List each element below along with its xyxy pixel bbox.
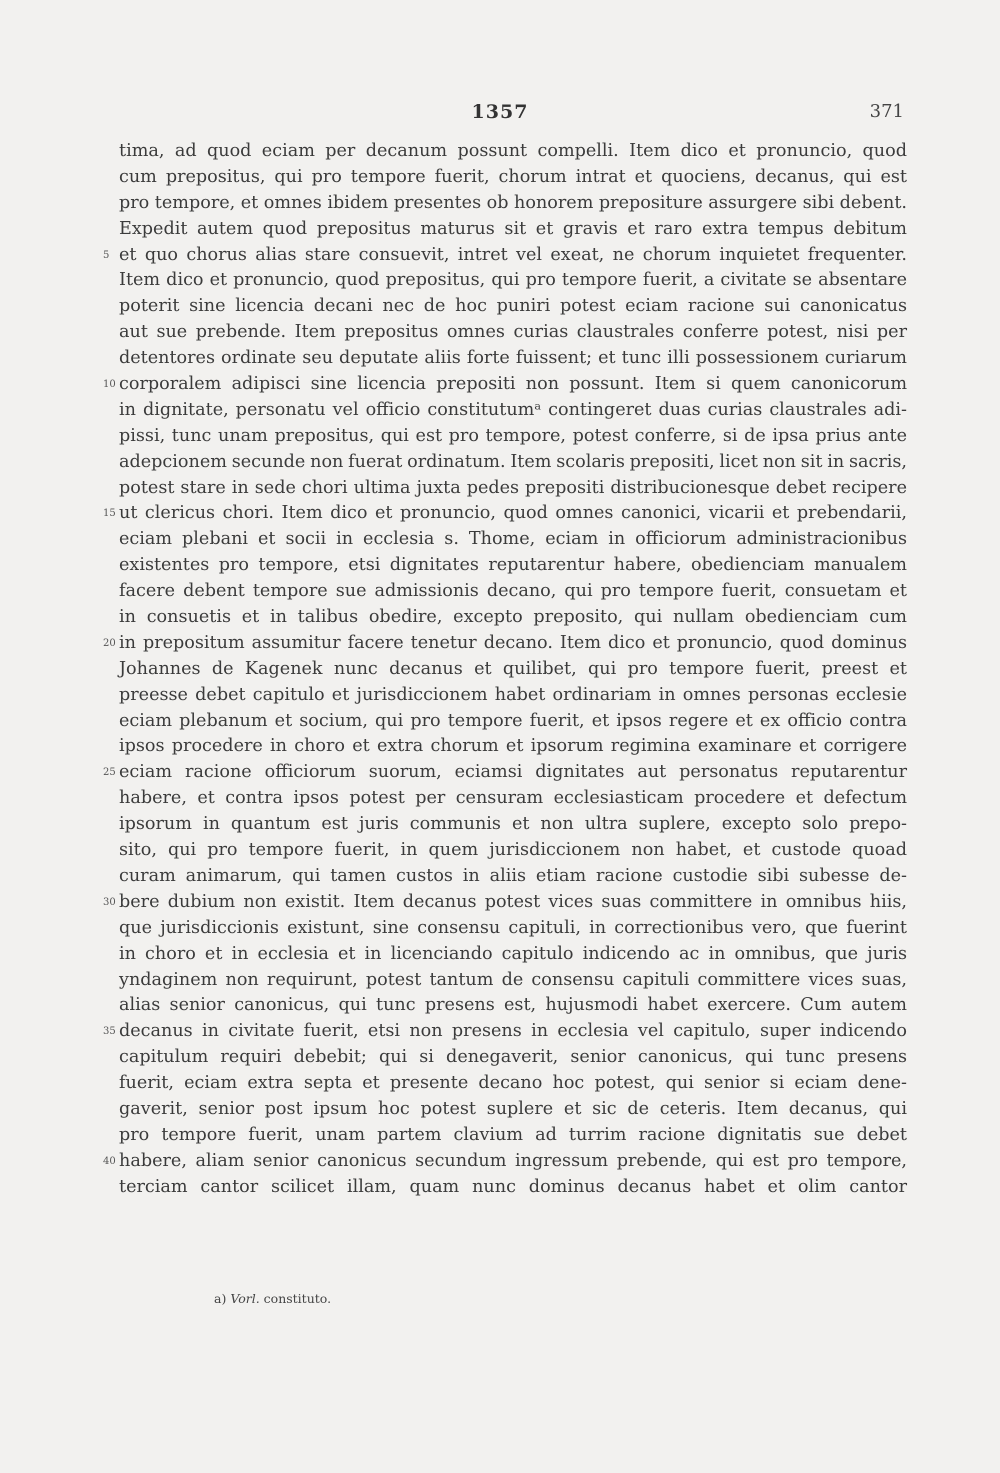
line-text: gaverit, senior post ipsum hoc potest suplere et sic de ceteris. Item decanus, qui — [119, 1098, 907, 1119]
line-text: capitulum requiri debebit; qui si denegaverit, senior canonicus, qui tunc presens — [119, 1047, 907, 1068]
text-line — [119, 864, 907, 890]
line-text: potest stare in sede chori ultima juxta pedes prepositi distribucionesque debet recipere — [119, 477, 907, 498]
text-line — [119, 139, 907, 165]
text-line — [103, 501, 907, 527]
line-number: 10 — [103, 379, 116, 391]
line-text: sito, qui pro tempore fuerit, in quem jurisdiccionem non habet, et custode quoad — [119, 840, 907, 861]
line-number: 20 — [103, 637, 116, 649]
text-line — [119, 268, 907, 294]
line-number: 5 — [103, 249, 110, 261]
text-line — [119, 1175, 907, 1201]
running-header-year: 1357 — [471, 101, 529, 123]
text-line — [103, 760, 907, 786]
text-line — [119, 993, 907, 1019]
text-line — [119, 346, 907, 372]
text-line — [103, 631, 907, 657]
text-line — [119, 527, 907, 553]
line-text: in choro et in ecclesia et in licenciando capitulo indicendo ac in omnibus, que juris — [119, 943, 907, 964]
text-line — [119, 1071, 907, 1097]
footnote-mark: a) — [214, 1291, 227, 1306]
line-text: yndaginem non requirunt, potest tantum de consensu capituli committere vices suas, — [119, 969, 907, 990]
line-text: pissi, tunc unam prepositus, qui est pro tempore, potest conferre, si de ipsa prius ante — [119, 425, 907, 446]
text-line — [103, 243, 907, 269]
line-text: poterit sine licencia decani nec de hoc puniri potest eciam racione sui canonicatus — [119, 296, 907, 317]
footnote — [214, 1291, 331, 1306]
text-line — [119, 320, 907, 346]
text-line — [119, 1097, 907, 1123]
line-number: 25 — [103, 767, 116, 779]
line-text: fuerit, eciam extra septa et presente decano hoc potest, qui senior si eciam dene- — [119, 1073, 907, 1094]
line-text: bere dubium non existit. Item decanus potest vices suas committere in omnibus hiis, — [119, 891, 907, 912]
line-text: aut sue prebende. Item prepositus omnes curias claustrales conferre potest, nisi per — [119, 322, 907, 343]
line-number: 35 — [103, 1026, 116, 1038]
line-text: pro tempore, et omnes ibidem presentes ob honorem prepositure assurgere sibi debent. — [119, 192, 907, 213]
line-text: cum prepositus, qui pro tempore fuerit, chorum intrat et quociens, decanus, qui est — [119, 166, 907, 187]
text-line — [119, 1045, 907, 1071]
text-line — [119, 734, 907, 760]
line-text: Johannes de Kagenek nunc decanus et quilibet, qui pro tempore fuerit, preest et — [119, 658, 907, 679]
line-text: que jurisdiccionis existunt, sine consensu capituli, in correctionibus vero, que fuerint — [119, 917, 907, 938]
line-text: pro tempore fuerit, unam partem clavium ad turrim racione dignitatis sue debet — [119, 1124, 907, 1145]
text-line — [119, 1123, 907, 1149]
line-text: eciam plebanum et socium, qui pro tempore fuerit, et ipsos regere et ex officio contra — [119, 710, 907, 731]
line-text: ipsos procedere in choro et extra chorum et ipsorum regimina examinare et corrigere — [119, 736, 907, 757]
line-text: existentes pro tempore, etsi dignitates reputarentur habere, obedienciam manualem — [119, 555, 907, 576]
line-text: detentores ordinate seu deputate aliis forte fuissent; et tunc illi possessionem curiarum — [119, 348, 907, 369]
footnote-source: Vorl. — [230, 1291, 260, 1306]
line-number: 15 — [103, 508, 116, 520]
body-text — [103, 139, 907, 1201]
text-line — [119, 838, 907, 864]
text-line — [119, 657, 907, 683]
line-text: in prepositum assumitur facere tenetur decano. Item dico et pronuncio, quod dominus — [119, 632, 907, 653]
line-text: tima, ad quod eciam per decanum possunt compelli. Item dico et pronuncio, quod — [119, 141, 907, 161]
line-text: terciam cantor scilicet illam, quam nunc dominus decanus habet et olim cantor — [119, 1176, 907, 1197]
line-text: ut clericus chori. Item dico et pronuncio, quod omnes canonici, vicarii et prebendarii, — [119, 503, 907, 524]
line-text: facere debent tempore sue admissionis decano, qui pro tempore fuerit, consuetam et — [119, 581, 907, 602]
text-line — [119, 605, 907, 631]
text-line — [119, 942, 907, 968]
text-line — [119, 683, 907, 709]
text-line — [119, 424, 907, 450]
line-text: curam animarum, qui tamen custos in aliis etiam racione custodie sibi subesse de- — [119, 865, 907, 886]
line-text: Expedit autem quod prepositus maturus sit et gravis et raro extra tempus debitum — [119, 218, 907, 239]
text-line — [119, 579, 907, 605]
line-text: adepcionem secunde non fuerat ordinatum. Item scolaris prepositi, licet non sit in sacris, — [119, 451, 907, 472]
line-number: 30 — [103, 896, 116, 908]
line-text: habere, et contra ipsos potest per censuram ecclesiasticam procedere et defectum — [119, 788, 907, 809]
text-line — [119, 786, 907, 812]
text-line — [103, 372, 907, 398]
text-line — [119, 553, 907, 579]
line-text: decanus in civitate fuerit, etsi non presens in ecclesia vel capitulo, super indicendo — [119, 1021, 907, 1042]
text-line — [119, 191, 907, 217]
line-text: eciam racione officiorum suorum, eciamsi dignitates aut personatus reputarentur — [119, 762, 907, 783]
text-line — [119, 968, 907, 994]
text-line — [103, 1149, 907, 1175]
line-text: Item dico et pronuncio, quod prepositus, qui pro tempore fuerit, a civitate se absentare — [119, 270, 907, 291]
text-line — [119, 165, 907, 191]
line-text: et quo chorus alias stare consuevit, intret vel exeat, ne chorum inquietet frequenter. — [119, 244, 907, 265]
text-line — [119, 709, 907, 735]
line-text: ipsorum in quantum est juris communis et non ultra suplere, excepto solo prepo- — [119, 814, 907, 835]
line-number: 40 — [103, 1155, 116, 1167]
line-text: in dignitate, personatu vel officio constitutumᵃ contingeret duas curias claustrales adi- — [119, 399, 907, 420]
text-line — [119, 294, 907, 320]
text-line — [103, 1019, 907, 1045]
line-text: eciam plebani et socii in ecclesia s. Thome, eciam in officiorum administracionibus — [119, 529, 907, 550]
text-line — [119, 450, 907, 476]
line-text: preesse debet capitulo et jurisdiccionem habet ordinariam in omnes personas ecclesie — [119, 684, 907, 705]
line-text: alias senior canonicus, qui tunc presens est, hujusmodi habet exercere. Cum autem — [119, 995, 907, 1016]
text-line — [103, 890, 907, 916]
page-number: 371 — [869, 101, 904, 122]
footnote-text: constituto. — [263, 1291, 332, 1306]
text-line — [119, 398, 907, 424]
line-text: habere, aliam senior canonicus secundum ingressum prebende, qui est pro tempore, — [119, 1150, 907, 1171]
line-text: corporalem adipisci sine licencia prepositi non possunt. Item si quem canonicorum — [119, 374, 907, 395]
text-line — [119, 476, 907, 502]
text-line — [119, 916, 907, 942]
text-line — [119, 217, 907, 243]
line-text: in consuetis et in talibus obedire, excepto preposito, qui nullam obedienciam cum — [119, 607, 907, 628]
text-line — [119, 812, 907, 838]
